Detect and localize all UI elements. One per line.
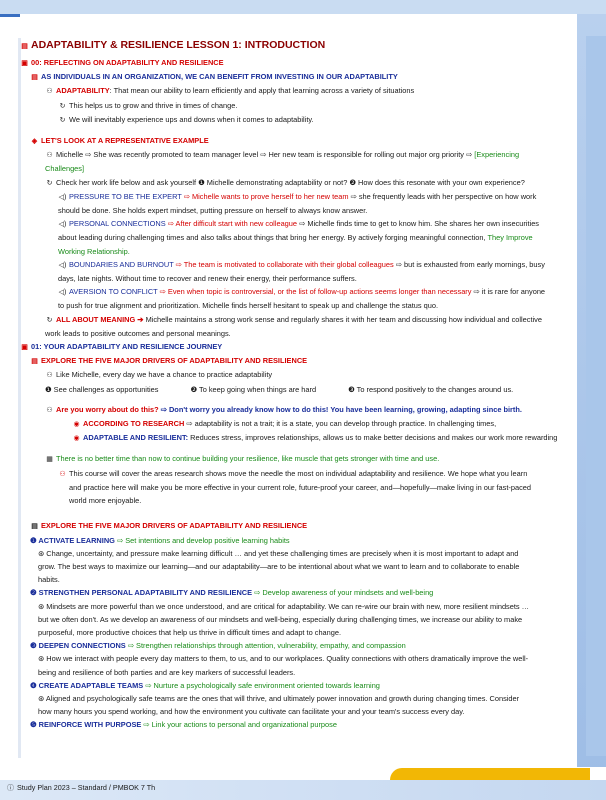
pressure-item-cont: should be done. She holds expert mindset, putting pressure on herself to always know answer.: [58, 206, 368, 216]
speaker-icon: ◁): [58, 289, 67, 297]
list-icon: ▤: [31, 358, 38, 366]
top-bar: [0, 0, 606, 14]
driver-1: ❶ ACTIVATE LEARNING ⇨ Set intentions and develop positive learning habits: [30, 535, 290, 545]
driver-3-text: ⊛ How we interact with people every day matters to them, to us, and to our workplaces. Quality connections with others dramatically improve the well-: [38, 654, 529, 664]
conflict-item: ◁) AVERSION TO CONFLICT ⇨ Even when topic is controversial, or the list of follow-up actions seems longer than necessary ⇨ it is rare for anyone: [58, 285, 568, 299]
speaker-icon: ◁): [58, 221, 67, 229]
boundaries-item: ◁) BOUNDARIES AND BURNOUT ⇨ The team is motivated to collaborate with their global colleagues ⇨ but is exhausted from early mornings, busy: [58, 258, 568, 272]
section-01-explore: ▤ EXPLORE THE FIVE MAJOR DRIVERS OF ADAPTABILITY AND RESILIENCE: [30, 354, 568, 368]
michelle-intro: ⚇ Michelle ⇨ She was recently promoted to team manager level ⇨ Her new team is responsible for rolling out major org priority ⇨ [Experiencing: [45, 148, 568, 162]
connections-item-cont2: Working Relationship.: [58, 246, 130, 256]
adaptable-line: ◉ ADAPTABLE AND RESILIENT: Reduces stress, improves relationships, allows us to make better decisions and makes our work more rewarding: [72, 431, 568, 445]
driver-2: ❷ STRENGTHEN PERSONAL ADAPTABILITY AND RESILIENCE ⇨ Develop awareness of your mindsets and well-being: [30, 588, 434, 598]
user-icon: ⚇: [46, 152, 53, 160]
adaptability-point-2: ↻ We will inevitably experience ups and downs when it comes to adaptability.: [58, 113, 568, 127]
people-icon: ⚇: [59, 470, 66, 478]
right-decor-inner: [586, 36, 606, 756]
list-icon: ▤: [31, 74, 38, 82]
meaning-item: ↻ ALL ABOUT MEANING ➔ Michelle maintains a strong work sense and regularly shares it with her team and discussing how individual and collective: [45, 313, 568, 327]
speaker-icon: ◁): [58, 261, 67, 269]
document-body: [20, 36, 568, 732]
refresh-icon: ↻: [59, 102, 66, 110]
course-para-cont: and practice here will make you be more effective in your current role, future-proof your career, and—hopefully—make living in our fast-paced: [69, 482, 532, 492]
bookmark-icon: ▣: [21, 60, 28, 67]
driver-4: ❹ CREATE ADAPTABLE TEAMS ⇨ Nurture a psychologically safe environment oriented towards learning: [30, 680, 380, 690]
driver-5: ❺ REINFORCE WITH PURPOSE ⇨ Link your actions to personal and organizational purpose: [30, 720, 337, 730]
section-00-heading: ▣ 00: REFLECTING ON ADAPTABILITY AND RESILIENCE: [20, 56, 568, 70]
conflict-item-cont: to push for true alignment and prioritization. Michelle finds herself hesitant to speak up and challenge the status quo.: [58, 301, 439, 311]
bottom-gold-accent: [390, 768, 590, 780]
reflection-question: ↻ Check her work life below and ask yourself ❶ Michelle demonstrating adaptability or not? ❷ How does this resonate with your own experience?: [45, 176, 568, 190]
research-line: ◉ ACCORDING TO RESEARCH ⇨ adaptability is not a trait; it is a state, you can develop through practice. In challenging times,: [72, 417, 568, 431]
page-title: ▤ ADAPTABILITY & RESILIENCE LESSON 1: INTRODUCTION: [20, 36, 568, 56]
user-icon: ⚇: [46, 372, 53, 380]
driver-1-text-2: grow. The best ways to maximize our learning—and our adaptability—are to be intentional about what we want to learn and to collaborate to enable: [38, 561, 520, 571]
diamond-icon: ◈: [31, 138, 38, 146]
bookmark-icon: ▣: [21, 344, 28, 352]
course-para-cont2: world more enjoyable.: [69, 496, 142, 506]
driver-1-text: ⊛ Change, uncertainty, and pressure make learning difficult … and yet these challenging times are precisely when it is most important to adapt and: [38, 548, 519, 558]
calendar-icon: ▦: [46, 456, 53, 464]
doc-icon: ▤: [21, 43, 28, 50]
like-michelle: ⚇ Like Michelle, every day we have a chance to practice adaptability: [45, 368, 568, 382]
driver-4-text: ⊛ Aligned and psychologically safe teams are the ones that will thrive, and ultimately power innovation and growth during changing times. Consider: [38, 693, 520, 703]
course-para: ⚇ This course will cover the areas research shows move the needle the most on individual adaptability and resilience. We hope what you learn: [58, 467, 568, 481]
refresh-icon: ↻: [46, 179, 53, 187]
refresh-icon: ↻: [59, 116, 66, 124]
section-00-subheading: ▤ AS INDIVIDUALS IN AN ORGANIZATION, WE CAN BENEFIT FROM INVESTING IN OUR ADAPTABILITY: [30, 70, 568, 84]
driver-2-text: ⊛ Mindsets are more powerful than we once understood, and are critical for adaptability. We can re-wire our brain with new, more resilient mindsets …: [38, 601, 530, 611]
driver-2-text-3: purposeful, more productive choices that help us thrive in difficult times and adapt to change.: [38, 627, 342, 637]
driver-2-text-2: but we often don't. As we develop an awareness of our mindsets and well-being, especially during challenging times, we increase our ability to make: [38, 614, 523, 624]
user-icon: ⚇: [46, 406, 53, 414]
connections-item-cont: about leading during challenging times and also talks about things that bring her energy. By actively forging meaningful connection, They Improve: [58, 233, 533, 243]
user-icon: ⚇: [46, 88, 53, 96]
speaker-icon: ◁): [58, 193, 67, 201]
target-icon: ◉: [73, 435, 80, 443]
meaning-item-cont: work leads to positive outcomes and personal meanings.: [45, 328, 231, 338]
opportunities-row: ❶ See challenges as opportunities ❷ To keep going when things are hard ❸ To respond positively to the changes around us.: [45, 384, 514, 394]
driver-4-text-2: how many hours you spend working, and how the environment you cultivate can facilitate your and your team's success every day.: [38, 707, 465, 717]
list-icon: ▤: [31, 523, 38, 531]
connections-item: ◁) PERSONAL CONNECTIONS ⇨ After difficult start with new colleague ⇨ Michelle finds time to get to know him. She shares her own insecurities: [58, 217, 568, 231]
top-accent: [0, 14, 20, 17]
driver-3: ❸ DEEPEN CONNECTIONS ⇨ Strengthen relationships through attention, vulnerability, empathy, and compassion: [30, 641, 406, 651]
boundaries-item-cont: days, late nights. Without time to recover and renew their energy, their performance suffers.: [58, 274, 357, 284]
footer-text: ⓘ Study Plan 2023 – Standard / PMBOK 7 Th: [7, 783, 156, 792]
info-icon: ⓘ: [7, 785, 14, 792]
adaptability-point-1: ↻ This helps us to grow and thrive in times of change.: [58, 99, 568, 113]
example-heading: ◈ LET'S LOOK AT A REPRESENTATIVE EXAMPLE: [30, 134, 568, 148]
driver-3-text-2: being and resilience of both parties and are key markers of successful leaders.: [38, 667, 296, 677]
worry-line: ⚇ Are you worry about do this? ⇨ Don't worry you already know how to do this! You have been learning, growing, adapting since birth.: [45, 403, 568, 417]
section-01-heading: ▣ 01: YOUR ADAPTABILITY AND RESILIENCE JOURNEY: [20, 340, 568, 354]
refresh-icon: ↻: [46, 316, 53, 324]
pressure-item: ◁) PRESSURE TO BE THE EXPERT ⇨ Michelle wants to prove herself to her new team ⇨ she frequently leads with her perspective on how work: [58, 190, 568, 204]
target-icon: ◉: [73, 421, 80, 429]
adaptability-definition: ⚇ ADAPTABILITY: That mean our ability to learn efficiently and apply that learning across a variety of situations: [45, 84, 568, 98]
driver-1-text-3: habits.: [38, 575, 60, 585]
no-better-time: ▦ There is no better time than now to continue building your resilience, like muscle that gets stronger with time and use.: [45, 452, 568, 466]
drivers-heading: ▤ EXPLORE THE FIVE MAJOR DRIVERS OF ADAPTABILITY AND RESILIENCE: [30, 519, 568, 533]
michelle-intro-cont: Challenges]: [45, 164, 85, 174]
